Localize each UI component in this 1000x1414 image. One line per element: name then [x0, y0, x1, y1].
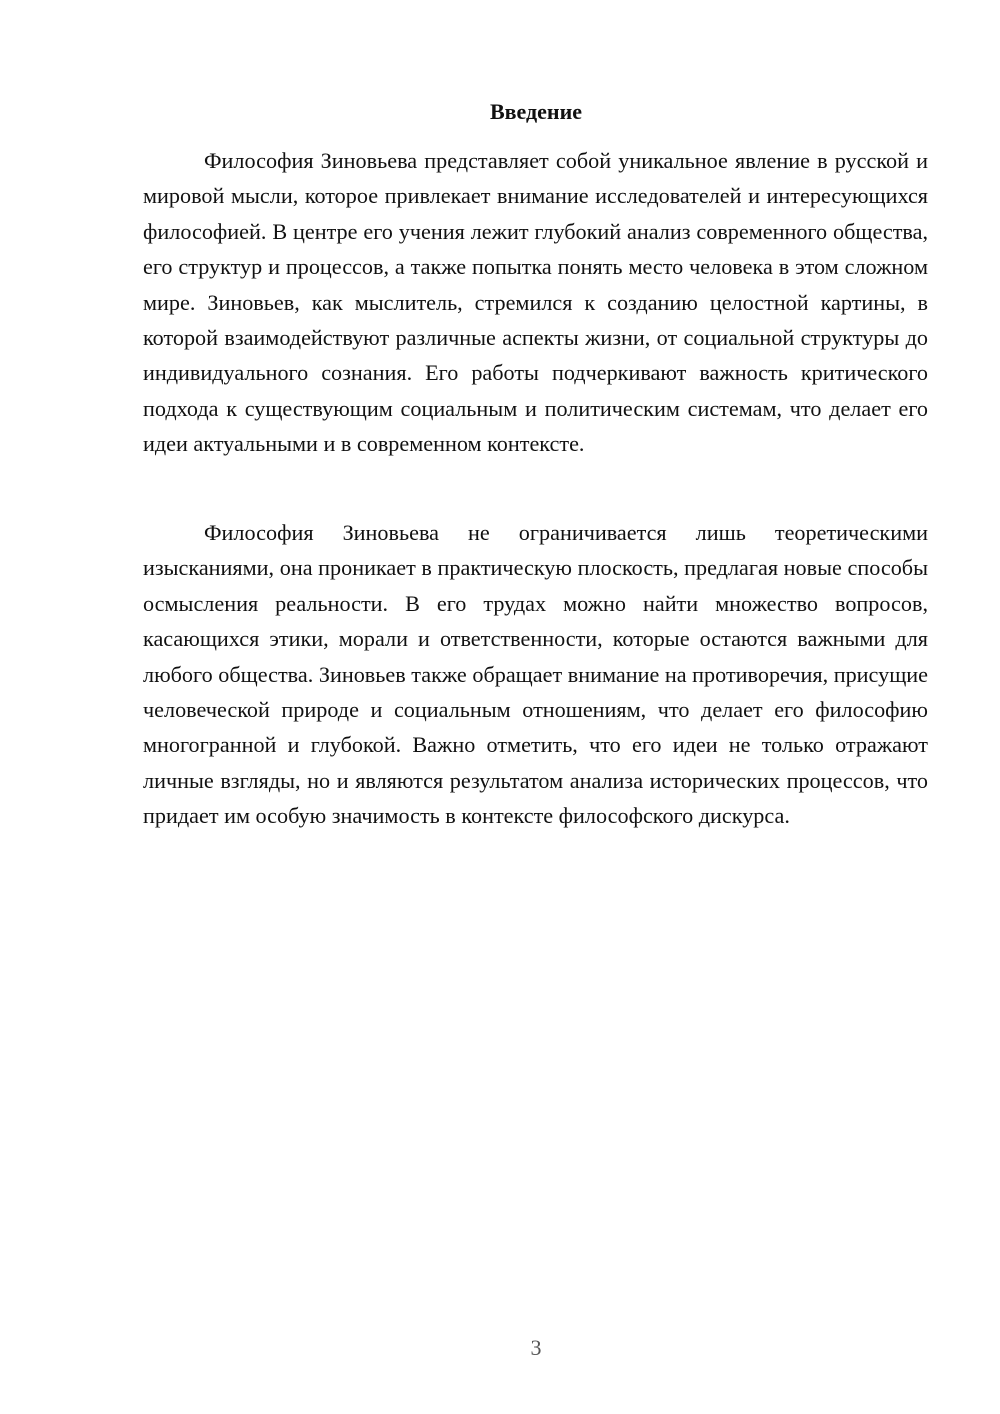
- page-number: 3: [530, 1335, 542, 1360]
- paragraph-1: Философия Зиновьева представляет собой уникальное явление в русской и мировой мысли, которое привлекает внимание исследователей и интересующихся философией. В центре его учения лежит глубокий анализ современного общества, его структур и процессов, а также попытка понять место человека в этом сложном мире. Зиновьев, как мыслитель, стремился к созданию целостной картины, в которой взаимодействуют различные аспекты жизни, от социальной структуры до индивидуального сознания. Его работы подчеркивают важность критического подхода к существующим социальным и политическим системам, что делает его идеи актуальными и в современном контексте.: [143, 148, 928, 457]
- paragraph-2: Философия Зиновьева не ограничивается лишь теоретическими изысканиями, она проникает в практическую плоскость, предлагая новые способы осмысления реальности. В его трудах можно найти множество вопросов, касающихся этики, морали и ответственности, которые остаются важными для любого общества. Зиновьев также обращает внимание на противоречия, присущие человеческой природе и социальным отношениям, что делает его философию многогранной и глубокой. Важно отметить, что его идеи не только отражают личные взгляды, но и являются результатом анализа исторических процессов, что придает им особую значимость в контексте философского дискурса.: [143, 520, 928, 829]
- section-title: Введение: [489, 99, 583, 124]
